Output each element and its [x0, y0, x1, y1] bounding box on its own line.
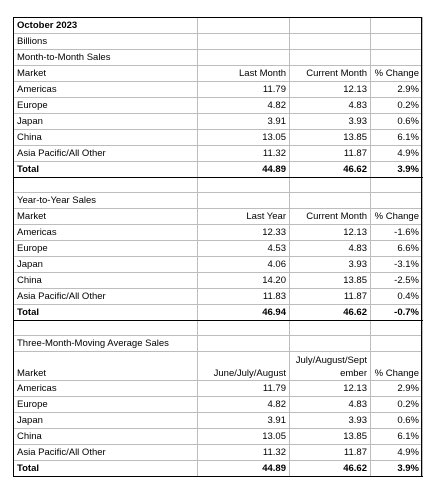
mtm-current-month-value[interactable]: 4.83 — [290, 98, 371, 114]
mtm-current-month-total[interactable]: 46.62 — [290, 162, 371, 178]
sales-spreadsheet — [13, 17, 422, 477]
total-label[interactable]: Total — [14, 162, 198, 178]
mtm-current-month-value[interactable]: 11.87 — [290, 146, 371, 162]
yty-last-year-total[interactable]: 46.94 — [198, 305, 290, 321]
tmma-heading-row — [14, 336, 423, 352]
table-row — [14, 146, 423, 162]
tmma-header-row — [14, 352, 423, 381]
yty-last-year-value[interactable]: 12.33 — [198, 225, 290, 241]
market-name[interactable]: China — [14, 273, 198, 289]
yty-pct-change-value[interactable]: -1.6% — [371, 225, 423, 241]
tmma-current-value[interactable]: 11.87 — [290, 445, 371, 461]
mtm-last-month-value[interactable]: 11.32 — [198, 146, 290, 162]
yty-col-pct-change[interactable]: % Change — [371, 209, 423, 225]
market-name[interactable]: Japan — [14, 257, 198, 273]
yty-col-market[interactable]: Market — [14, 209, 198, 225]
tmma-pct-change-value[interactable]: 4.9% — [371, 445, 423, 461]
yty-current-month-value[interactable]: 13.85 — [290, 273, 371, 289]
tmma-pct-change-value[interactable]: 0.6% — [371, 413, 423, 429]
mtm-last-month-value[interactable]: 13.05 — [198, 130, 290, 146]
yty-last-year-value[interactable]: 11.83 — [198, 289, 290, 305]
yty-header-row — [14, 209, 423, 225]
tmma-current-value[interactable]: 4.83 — [290, 397, 371, 413]
mtm-col-pct-change[interactable]: % Change — [371, 66, 423, 82]
mtm-heading-row — [14, 50, 423, 66]
spacer-row — [14, 321, 423, 336]
mtm-pct-change-value[interactable]: 0.2% — [371, 98, 423, 114]
mtm-pct-change-value[interactable]: 6.1% — [371, 130, 423, 146]
tmma-prior-value[interactable]: 13.05 — [198, 429, 290, 445]
table-row — [14, 429, 423, 445]
mtm-col-market[interactable]: Market — [14, 66, 198, 82]
mtm-pct-change-value[interactable]: 2.9% — [371, 82, 423, 98]
yty-col-last-year[interactable]: Last Year — [198, 209, 290, 225]
market-name[interactable]: Americas — [14, 82, 198, 98]
sales-table — [13, 17, 423, 477]
total-row — [14, 305, 423, 321]
table-row — [14, 82, 423, 98]
yty-current-month-value[interactable]: 3.93 — [290, 257, 371, 273]
tmma-pct-change-value[interactable]: 2.9% — [371, 381, 423, 397]
tmma-col-prior-period[interactable]: June/July/August — [198, 352, 290, 381]
market-name[interactable]: Asia Pacific/All Other — [14, 289, 198, 305]
mtm-header-row — [14, 66, 423, 82]
yty-pct-change-value[interactable]: -3.1% — [371, 257, 423, 273]
tmma-prior-value[interactable]: 3.91 — [198, 413, 290, 429]
yty-current-month-total[interactable]: 46.62 — [290, 305, 371, 321]
tmma-current-total[interactable]: 46.62 — [290, 461, 371, 477]
market-name[interactable]: China — [14, 130, 198, 146]
mtm-col-current-month[interactable]: Current Month — [290, 66, 371, 82]
tmma-heading[interactable]: Three-Month-Moving Average Sales — [14, 336, 198, 352]
tmma-pct-change-value[interactable]: 0.2% — [371, 397, 423, 413]
yty-last-year-value[interactable]: 4.06 — [198, 257, 290, 273]
table-row — [14, 445, 423, 461]
market-name[interactable]: Asia Pacific/All Other — [14, 146, 198, 162]
table-row — [14, 397, 423, 413]
market-name[interactable]: Europe — [14, 98, 198, 114]
tmma-prior-value[interactable]: 11.32 — [198, 445, 290, 461]
mtm-pct-change-total[interactable]: 3.9% — [371, 162, 423, 178]
tmma-col-current-period[interactable]: July/August/September — [290, 352, 371, 381]
market-name[interactable]: Asia Pacific/All Other — [14, 445, 198, 461]
market-name[interactable]: Americas — [14, 225, 198, 241]
market-name[interactable]: Europe — [14, 397, 198, 413]
yty-last-year-value[interactable]: 14.20 — [198, 273, 290, 289]
spacer-row — [14, 178, 423, 193]
mtm-current-month-value[interactable]: 12.13 — [290, 82, 371, 98]
market-name[interactable]: Japan — [14, 413, 198, 429]
mtm-last-month-value[interactable]: 11.79 — [198, 82, 290, 98]
tmma-prior-value[interactable]: 4.82 — [198, 397, 290, 413]
table-row — [14, 413, 423, 429]
mtm-last-month-total[interactable]: 44.89 — [198, 162, 290, 178]
yty-current-month-value[interactable]: 11.87 — [290, 289, 371, 305]
yty-heading-row — [14, 193, 423, 209]
yty-current-month-value[interactable]: 4.83 — [290, 241, 371, 257]
mtm-last-month-value[interactable]: 3.91 — [198, 114, 290, 130]
yty-pct-change-value[interactable]: 6.6% — [371, 241, 423, 257]
yty-pct-change-value[interactable]: 0.4% — [371, 289, 423, 305]
title-row — [14, 18, 423, 34]
tmma-prior-value[interactable]: 11.79 — [198, 381, 290, 397]
market-name[interactable]: Europe — [14, 241, 198, 257]
total-label[interactable]: Total — [14, 461, 198, 477]
total-row — [14, 162, 423, 178]
report-title[interactable]: October 2023 — [14, 18, 198, 34]
yty-pct-change-total[interactable]: -0.7% — [371, 305, 423, 321]
yty-heading[interactable]: Year-to-Year Sales — [14, 193, 198, 209]
mtm-pct-change-value[interactable]: 0.6% — [371, 114, 423, 130]
table-row — [14, 273, 423, 289]
table-row — [14, 225, 423, 241]
tmma-pct-change-total[interactable]: 3.9% — [371, 461, 423, 477]
tmma-col-pct-change[interactable]: % Change — [371, 352, 423, 381]
market-name[interactable]: Japan — [14, 114, 198, 130]
table-row — [14, 241, 423, 257]
mtm-col-last-month[interactable]: Last Month — [198, 66, 290, 82]
mtm-current-month-value[interactable]: 3.93 — [290, 114, 371, 130]
market-name[interactable]: Americas — [14, 381, 198, 397]
table-row — [14, 289, 423, 305]
yty-current-month-value[interactable]: 12.13 — [290, 225, 371, 241]
yty-pct-change-value[interactable]: -2.5% — [371, 273, 423, 289]
table-row — [14, 381, 423, 397]
units-label[interactable]: Billions — [14, 34, 198, 50]
tmma-current-value[interactable]: 3.93 — [290, 413, 371, 429]
tmma-current-value[interactable]: 13.85 — [290, 429, 371, 445]
table-row — [14, 257, 423, 273]
table-row — [14, 130, 423, 146]
table-row — [14, 114, 423, 130]
units-row — [14, 34, 423, 50]
tmma-pct-change-value[interactable]: 6.1% — [371, 429, 423, 445]
tmma-prior-total[interactable]: 44.89 — [198, 461, 290, 477]
mtm-last-month-value[interactable]: 4.82 — [198, 98, 290, 114]
tmma-col-market[interactable]: Market — [14, 352, 198, 381]
mtm-heading[interactable]: Month-to-Month Sales — [14, 50, 198, 66]
total-label[interactable]: Total — [14, 305, 198, 321]
market-name[interactable]: China — [14, 429, 198, 445]
yty-col-current-month[interactable]: Current Month — [290, 209, 371, 225]
yty-last-year-value[interactable]: 4.53 — [198, 241, 290, 257]
tmma-current-value[interactable]: 12.13 — [290, 381, 371, 397]
total-row — [14, 461, 423, 477]
mtm-current-month-value[interactable]: 13.85 — [290, 130, 371, 146]
mtm-pct-change-value[interactable]: 4.9% — [371, 146, 423, 162]
table-row — [14, 98, 423, 114]
